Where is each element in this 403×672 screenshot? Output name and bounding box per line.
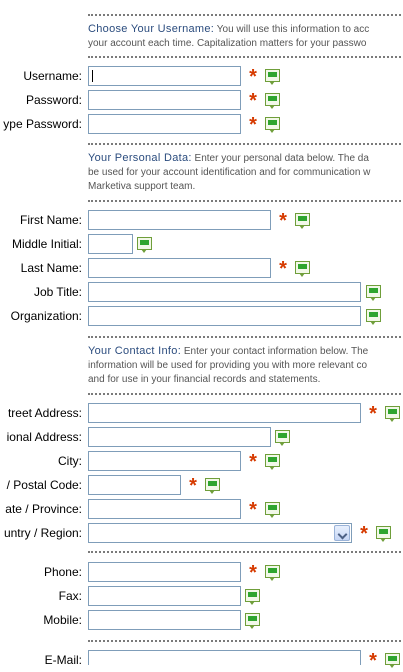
help-tooltip-icon[interactable] — [295, 213, 310, 226]
country-region-label: untry / Region: — [3, 526, 82, 540]
first-name-label: First Name: — [19, 213, 82, 227]
phone-field[interactable] — [88, 562, 241, 582]
postal-code-label: / Postal Code: — [6, 478, 82, 492]
help-tooltip-icon[interactable] — [265, 502, 280, 515]
required-icon: * — [249, 451, 257, 473]
required-icon: * — [369, 650, 377, 672]
personal-section-info — [88, 151, 403, 194]
section-heading: Your Contact Info: — [88, 345, 182, 357]
help-tooltip-icon[interactable] — [265, 454, 280, 467]
required-icon: * — [360, 523, 368, 545]
state-province-input[interactable] — [89, 500, 240, 518]
job-title-input[interactable] — [89, 283, 360, 301]
fax-input[interactable] — [89, 587, 240, 605]
additional-address-field[interactable] — [88, 427, 271, 447]
help-tooltip-icon[interactable] — [385, 653, 400, 665]
section-divider — [88, 200, 403, 202]
first-name-field[interactable] — [88, 210, 271, 230]
section-text: Enter your personal data below. The da — [191, 153, 369, 164]
help-tooltip-icon[interactable] — [265, 69, 280, 82]
section-heading: Your Personal Data: — [88, 152, 192, 164]
retype-password-field[interactable] — [88, 114, 241, 134]
last-name-label: Last Name: — [20, 261, 82, 275]
email-label: E-Mail: — [44, 653, 82, 667]
section-text: and for use in your financial records and statements. — [88, 374, 321, 385]
city-field[interactable] — [88, 451, 241, 471]
help-tooltip-icon[interactable] — [295, 261, 310, 274]
required-icon: * — [279, 210, 287, 232]
retype-password-input[interactable] — [89, 115, 240, 133]
mobile-field[interactable] — [88, 610, 241, 630]
help-tooltip-icon[interactable] — [366, 309, 381, 322]
state-province-field[interactable] — [88, 499, 241, 519]
help-tooltip-icon[interactable] — [265, 117, 280, 130]
section-text: Enter your contact information below. The — [181, 346, 369, 357]
job-title-field[interactable] — [88, 282, 361, 302]
postal-code-input[interactable] — [89, 476, 180, 494]
state-province-label: ate / Province: — [5, 502, 82, 516]
password-input[interactable] — [89, 91, 240, 109]
help-tooltip-icon[interactable] — [245, 613, 260, 626]
section-text: information will be used for providing you with more relevant co — [88, 360, 368, 371]
help-tooltip-icon[interactable] — [205, 478, 220, 491]
text-caret — [92, 70, 93, 82]
required-icon: * — [249, 66, 257, 88]
help-tooltip-icon[interactable] — [366, 285, 381, 298]
section-text: your account each time. Capitalization matters for your passwo — [88, 38, 367, 49]
required-icon: * — [249, 562, 257, 584]
section-text: Marketiva support team. — [88, 181, 196, 192]
middle-initial-label: Middle Initial: — [11, 237, 82, 251]
username-label: Username: — [23, 69, 82, 83]
section-text: be used for your account identification and for communication w — [88, 167, 371, 178]
additional-address-label: ional Address: — [6, 430, 82, 444]
first-name-input[interactable] — [89, 211, 270, 229]
username-field[interactable] — [88, 66, 241, 86]
city-input[interactable] — [89, 452, 240, 470]
job-title-label: Job Title: — [33, 285, 82, 299]
street-address-label: treet Address: — [7, 406, 82, 420]
middle-initial-input[interactable] — [89, 235, 132, 253]
help-tooltip-icon[interactable] — [137, 237, 152, 250]
email-input[interactable] — [89, 651, 360, 665]
help-tooltip-icon[interactable] — [385, 406, 400, 419]
section-divider — [88, 14, 403, 16]
phone-input[interactable] — [89, 563, 240, 581]
chevron-down-icon[interactable] — [334, 525, 350, 541]
section-divider — [88, 640, 403, 642]
middle-initial-field[interactable] — [88, 234, 133, 254]
retype-password-label: ype Password: — [3, 117, 82, 131]
section-divider — [88, 393, 403, 395]
required-icon: * — [369, 403, 377, 425]
mobile-input[interactable] — [89, 611, 240, 629]
help-tooltip-icon[interactable] — [376, 526, 391, 539]
username-section-info — [88, 22, 403, 51]
mobile-label: Mobile: — [43, 613, 82, 627]
password-field[interactable] — [88, 90, 241, 110]
section-text: You will use this information to acc — [214, 24, 370, 35]
city-label: City: — [58, 454, 82, 468]
email-field[interactable] — [88, 650, 361, 665]
required-icon: * — [189, 475, 197, 497]
country-region-select[interactable] — [88, 523, 352, 543]
contact-section-info — [88, 344, 403, 387]
username-input[interactable] — [89, 67, 240, 85]
section-divider — [88, 143, 403, 145]
organization-input[interactable] — [89, 307, 360, 325]
street-address-field[interactable] — [88, 403, 361, 423]
section-divider — [88, 336, 403, 338]
last-name-field[interactable] — [88, 258, 271, 278]
street-address-input[interactable] — [89, 404, 360, 422]
required-icon: * — [279, 258, 287, 280]
last-name-input[interactable] — [89, 259, 270, 277]
help-tooltip-icon[interactable] — [245, 589, 260, 602]
help-tooltip-icon[interactable] — [265, 565, 280, 578]
required-icon: * — [249, 114, 257, 136]
section-divider — [88, 56, 403, 58]
organization-field[interactable] — [88, 306, 361, 326]
required-icon: * — [249, 90, 257, 112]
phone-label: Phone: — [43, 565, 82, 579]
organization-label: Organization: — [10, 309, 82, 323]
required-icon: * — [249, 499, 257, 521]
fax-label: Fax: — [58, 589, 82, 603]
fax-field[interactable] — [88, 586, 241, 606]
password-label: Password: — [25, 93, 82, 107]
help-tooltip-icon[interactable] — [275, 430, 290, 443]
additional-address-input[interactable] — [89, 428, 270, 446]
help-tooltip-icon[interactable] — [265, 93, 280, 106]
section-divider — [88, 551, 403, 553]
postal-code-field[interactable] — [88, 475, 181, 495]
section-heading: Choose Your Username: — [88, 23, 215, 35]
